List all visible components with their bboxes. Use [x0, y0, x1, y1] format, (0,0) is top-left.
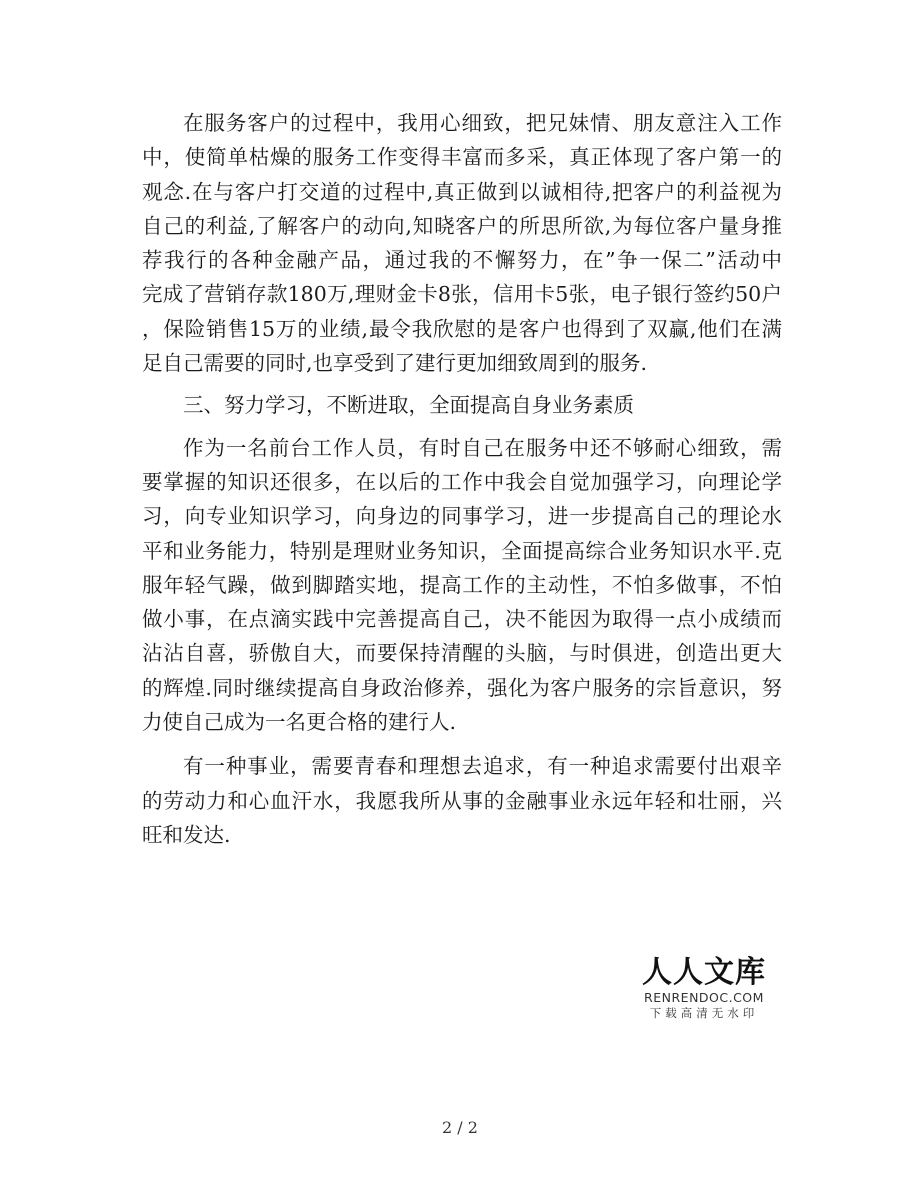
text-line: 的辉煌.同时继续提高自身政治修养，强化为客户服务的宗旨意识，努	[142, 675, 782, 700]
document-body	[142, 106, 782, 852]
text-line: 完成了营销存款180万,理财金卡8张，信用卡5张，电子银行签约50户	[142, 282, 782, 307]
text-line: 在服务客户的过程中，我用心细致，把兄妹情、朋友意注入工作	[183, 111, 782, 135]
text-line: 旺和发达.	[142, 822, 231, 847]
text-line: 作为一名前台工作人员，有时自己在服务中还不够耐心细致，需	[183, 435, 782, 460]
watermark-url: RENRENDOC.COM	[644, 990, 764, 1005]
watermark-logo	[636, 956, 772, 1021]
text-line: ，保险销售15万的业绩,最令我欣慰的是客户也得到了双赢,他们在满	[142, 316, 782, 341]
text-line: 服年轻气躁，做到脚踏实地，提高工作的主动性，不怕多做事，不怕	[142, 572, 782, 597]
watermark-tagline: 下载高清无水印	[649, 1006, 759, 1020]
text-line: 沾沾自喜，骄傲自大，而要保持清醒的头脑，与时俱进，创造出更大	[142, 641, 782, 666]
text-line: 要掌握的知识还很多，在以后的工作中我会自觉加强学习，向理论学	[142, 469, 782, 494]
text-line: 有一种事业，需要青春和理想去追求，有一种追求需要付出艰辛	[183, 754, 782, 779]
text-line: 观念.在与客户打交道的过程中,真正做到以诚相待,把客户的利益视为	[142, 179, 782, 204]
section-heading	[142, 388, 782, 422]
text-line: 足自己需要的同时,也享受到了建行更加细致周到的服务.	[142, 351, 648, 376]
watermark-title: 人人文库	[642, 955, 766, 990]
text-line: 的劳动力和心血汗水，我愿我所从事的金融事业永远年轻和壮丽，兴	[142, 788, 782, 813]
heading-text: 三、努力学习，不断进取，全面提高自身业务素质	[183, 393, 634, 418]
text-line: 习，向专业知识学习，向身边的同事学习，进一步提高自己的理论水	[142, 504, 782, 529]
page-number: 2 / 2	[442, 1118, 478, 1137]
text-line: 中，使简单枯燥的服务工作变得丰富而多采，真正体现了客户第一的	[142, 145, 782, 170]
text-line: 平和业务能力，特别是理财业务知识，全面提高综合业务知识水平.克	[142, 538, 782, 563]
text-line: 荐我行的各种金融产品，通过我的不懈努力，在”争一保二”活动中	[142, 248, 782, 273]
text-line: 力使自己成为一名更合格的建行人.	[142, 710, 457, 735]
paragraph	[142, 106, 782, 380]
paragraph	[142, 431, 782, 740]
text-line: 做小事，在点滴实践中完善提高自己，决不能因为取得一点小成绩而	[142, 607, 782, 632]
text-line: 自己的利益,了解客户的动向,知晓客户的所思所欲,为每位客户量身推	[142, 213, 782, 238]
paragraph	[142, 749, 782, 852]
